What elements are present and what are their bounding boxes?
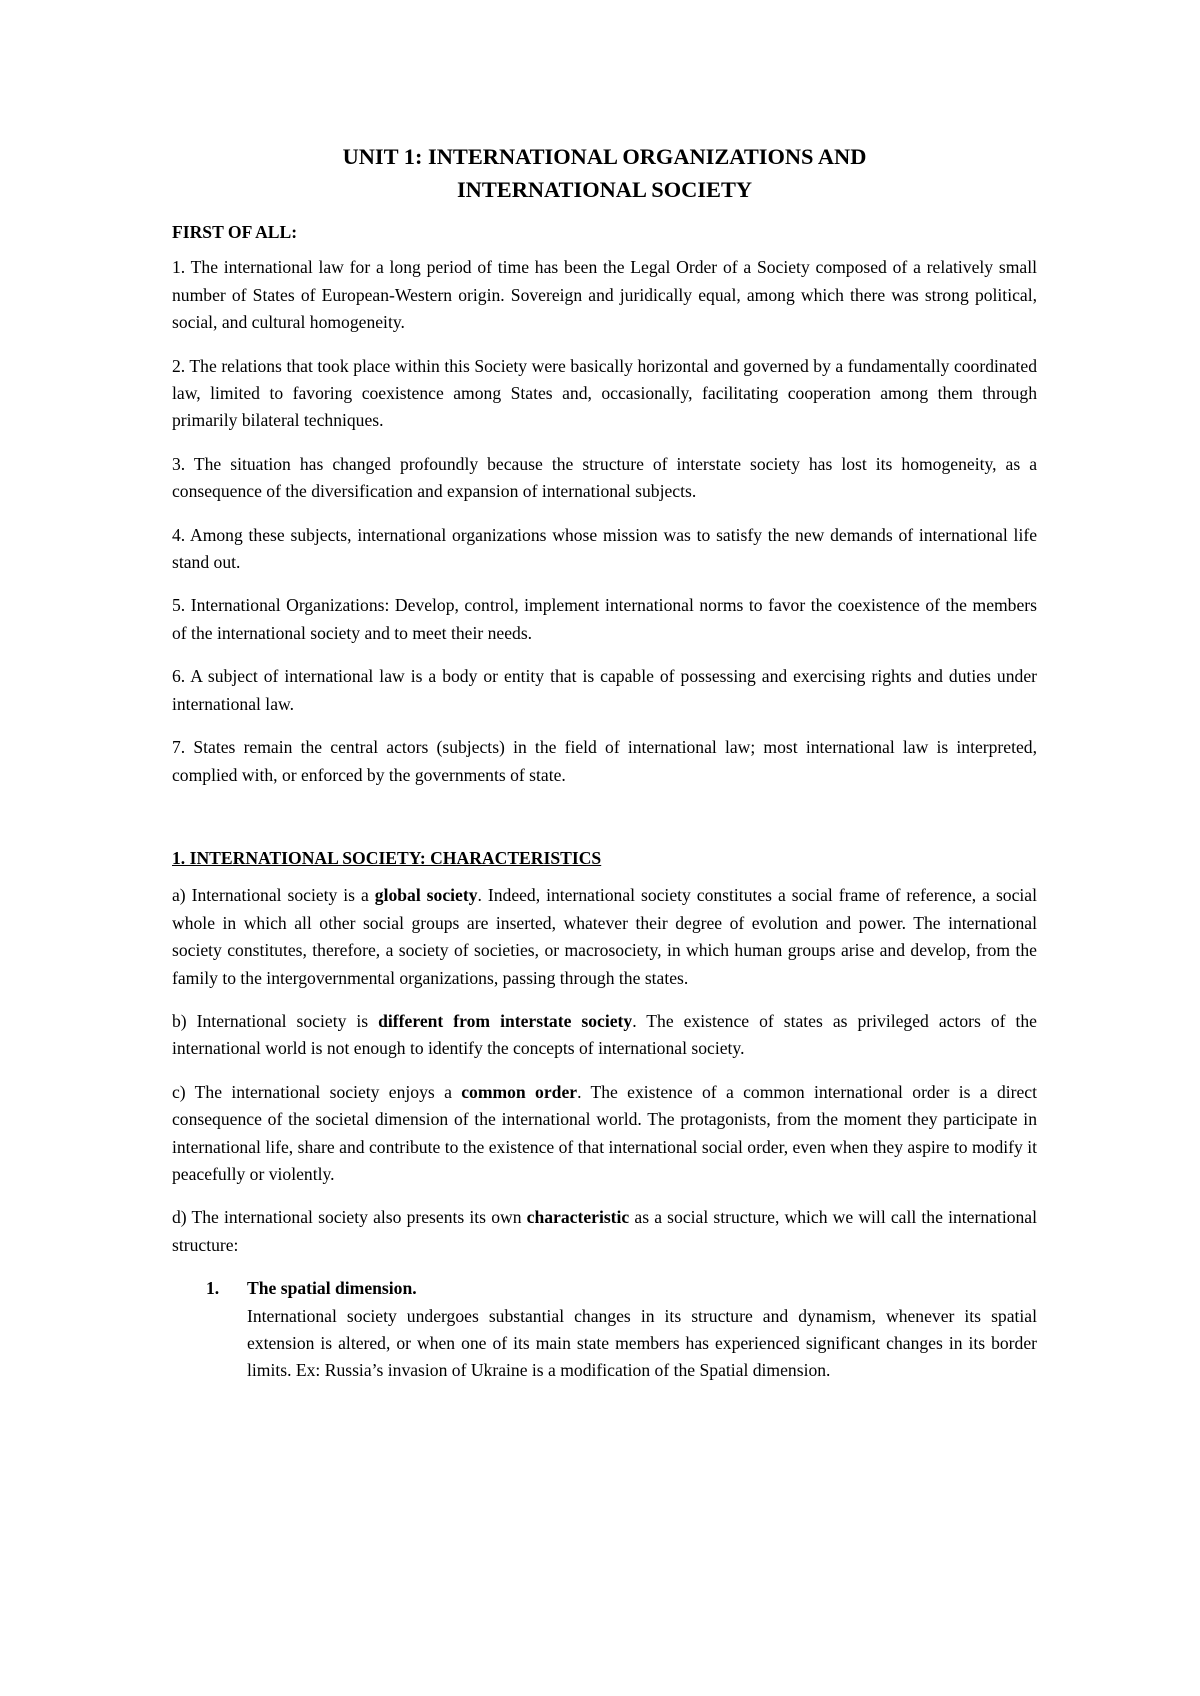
document-page	[172, 140, 1037, 1385]
list-item-heading: The spatial dimension.	[247, 1278, 417, 1299]
characteristic-c-term: common order	[461, 1081, 578, 1102]
characteristic-c-lead: c) The international society enjoys a	[172, 1081, 462, 1102]
section-heading: 1. INTERNATIONAL SOCIETY: CHARACTERISTICS	[172, 847, 602, 868]
intro-point-3: 3. The situation has changed profoundly because the structure of interstate society has lost its homogeneity, as a consequence of the diversification and expansion of international subjects.	[172, 453, 1037, 502]
characteristic-a-term: global society	[374, 885, 478, 906]
characteristic-d-text: as a social structure, which we will call the international structure:	[172, 1207, 1037, 1255]
characteristic-d-term: characteristic	[526, 1207, 630, 1228]
characteristic-b-term: different from interstate society	[378, 1010, 633, 1031]
structure-list	[172, 1275, 1037, 1385]
characteristic-b-lead: b) International society is	[172, 1010, 379, 1031]
characteristic-b-text: . The existence of states as privileged actors of the international world is not enough to identify the concepts of international society.	[172, 1010, 1037, 1059]
intro-label: FIRST OF ALL:	[172, 222, 298, 242]
characteristic-a-text: . Indeed, international society constitutes a social frame of reference, a social whole in which all other social groups are inserted, whatever their degree of evolution and power. The international society constitutes, therefore, a society of societies, or macrosociety, in which human groups arise and develop, from the family to the intergovernmental organizations, passing through the states.	[172, 885, 1037, 988]
intro-point-4: 4. Among these subjects, international organizations whose mission was to satisfy the new demands of international life stand out.	[172, 524, 1037, 573]
characteristic-b	[172, 1008, 1037, 1063]
intro-point-1: 1. The international law for a long period of time has been the Legal Order of a Society composed of a relatively small number of States of European-Western origin. Sovereign and juridically equal, among which there was strong political, social, and cultural homogeneity.	[172, 257, 1037, 333]
title-line-2: INTERNATIONAL SOCIETY	[456, 177, 753, 202]
list-item-number: 1.	[206, 1278, 220, 1299]
intro-point-5: 5. International Organizations: Develop, control, implement international norms to favor the coexistence of the members of the international society and to meet their needs.	[172, 595, 1037, 643]
characteristic-a	[172, 882, 1037, 992]
intro-point-7: 7. States remain the central actors (subjects) in the field of international law; most international law is interpreted, complied with, or enforced by the governments of state.	[172, 737, 1037, 785]
document-title	[172, 140, 1037, 206]
characteristic-d-lead: d) The international society also presents its own	[172, 1207, 527, 1228]
characteristic-c	[172, 1079, 1037, 1189]
characteristic-d	[172, 1204, 1037, 1259]
list-item	[172, 1275, 1037, 1385]
list-item-body: International society undergoes substantial changes in its structure and dynamism, whenever its spatial extension is altered, or when one of its main state members has experienced significant changes in its border limits. Ex: Russia’s invasion of Ukraine is a modification of the Spatial dimension.	[247, 1305, 1037, 1381]
title-line-1: UNIT 1: INTERNATIONAL ORGANIZATIONS AND	[342, 144, 867, 169]
intro-point-2: 2. The relations that took place within this Society were basically horizontal and governed by a fundamentally coordinated law, limited to favoring coexistence among States and, occasionally, facilitating cooperation among them through primarily bilateral techniques.	[172, 355, 1037, 431]
intro-point-6: 6. A subject of international law is a body or entity that is capable of possessing and exercising rights and duties under international law.	[172, 666, 1037, 714]
characteristic-c-text: . The existence of a common international order is a direct consequence of the societal dimension of the international world. The protagonists, from the moment they participate in international life, share and contribute to the existence of that international social order, even when they aspire to modify it peacefully or violently.	[172, 1081, 1037, 1184]
characteristic-a-lead: a) International society is a	[172, 885, 375, 906]
section-spacer	[172, 805, 1037, 845]
